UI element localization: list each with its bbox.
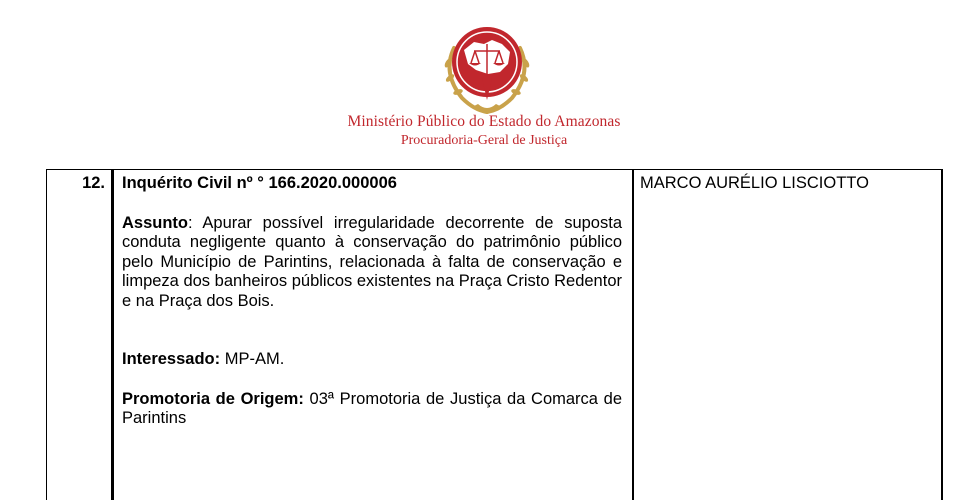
assunto-label: Assunto (122, 213, 188, 232)
institution-name: Ministério Público do Estado do Amazonas (347, 113, 621, 130)
assunto-text: : Apurar possível irregularidade decorrente de suposta conduta negligente quanto à conservação do patrimônio público pelo Município de Parintins, relacionada à falta de conservação e limpeza dos banheiros públicos existentes na Praça Cristo Redentor e na Praça dos Bois. (122, 213, 622, 310)
promotoria-text: 03ª Promotoria de Justiça da Comarca de Parintins (122, 389, 622, 427)
interessado-label: Interessado: (122, 350, 221, 368)
institution-subtitle: Procuradoria-Geral de Justiça (400, 133, 568, 148)
document-header (0, 0, 968, 160)
entry-assunto (122, 214, 622, 312)
entry-interessado (122, 350, 622, 370)
interessado-text: MP-AM. (220, 350, 285, 368)
table-cell-number (47, 170, 114, 500)
entry-promotoria (122, 390, 622, 429)
scales-of-justice-seal-icon (434, 18, 540, 118)
entry-description (122, 174, 622, 429)
table-cell-responsible (634, 170, 939, 500)
entry-number: 12. (82, 174, 105, 192)
table-cell-description (114, 170, 634, 500)
responsible-name: MARCO AURÉLIO LISCIOTTO (640, 174, 869, 192)
entry-title: Inquérito Civil nº ° 166.2020.000006 (122, 174, 397, 192)
entries-table (46, 169, 943, 500)
promotoria-label: Promotoria de Origem: (122, 389, 304, 408)
